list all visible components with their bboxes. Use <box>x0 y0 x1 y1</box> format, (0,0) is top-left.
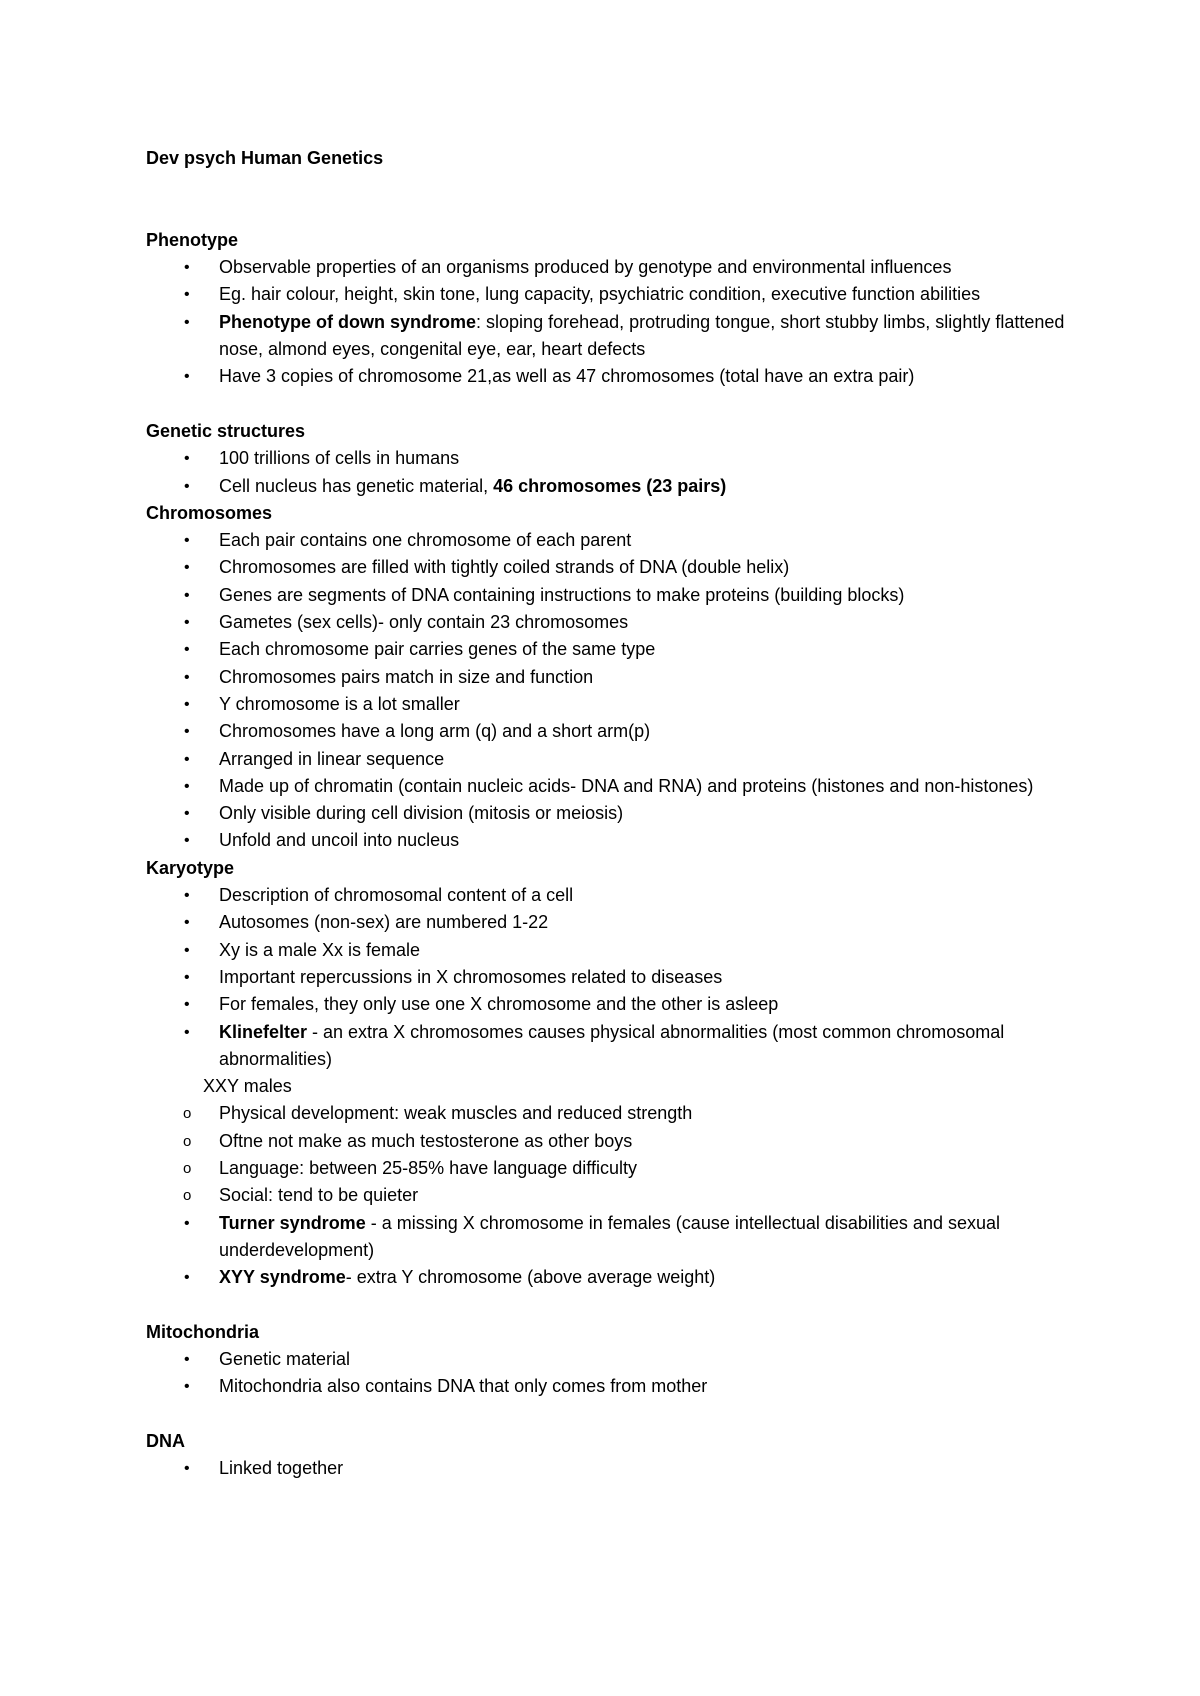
document-page <box>146 145 1076 1483</box>
genetic-structures-list <box>146 445 1076 500</box>
section-heading-genetic-structures: Genetic structures <box>146 420 306 441</box>
list-item: • Autosomes (non-sex) are numbered 1-22 <box>146 909 1076 936</box>
sub-list-item: o Oftne not make as much testosterone as other boys <box>146 1128 1076 1155</box>
list-item: • Chromosomes are filled with tightly coiled strands of DNA (double helix) <box>146 554 1076 581</box>
list-item: • Have 3 copies of chromosome 21,as well as 47 chromosomes (total have an extra pair) <box>146 363 1076 390</box>
list-item: • Xy is a male Xx is female <box>146 937 1076 964</box>
bullet-icon: • <box>184 477 190 495</box>
list-item: • Genetic material <box>146 1346 1076 1373</box>
bullet-icon: • <box>184 914 190 932</box>
list-item: • Klinefelter - an extra X chromosomes causes physical abnormalities (most common chromosomal abnormalities) <box>146 1019 1076 1074</box>
bullet-icon: • <box>184 695 190 713</box>
list-item: • Mitochondria also contains DNA that only comes from mother <box>146 1373 1076 1400</box>
circle-bullet-icon: o <box>183 1187 192 1205</box>
chromosomes-list <box>146 527 1076 855</box>
bullet-icon: • <box>184 1378 190 1396</box>
section-heading-karyotype: Karyotype <box>146 857 235 878</box>
bullet-icon: • <box>184 586 190 604</box>
bullet-icon: • <box>184 1214 190 1232</box>
bullet-icon: • <box>184 941 190 959</box>
bullet-icon: • <box>184 668 190 686</box>
spacer <box>146 1291 1076 1318</box>
bullet-icon: • <box>184 968 190 986</box>
spacer <box>146 391 1076 418</box>
term-turner-syndrome: Turner syndrome <box>219 1212 366 1233</box>
term-klinefelter: Klinefelter <box>219 1021 308 1042</box>
term-down-syndrome: Phenotype of down syndrome <box>219 311 477 332</box>
dna-list <box>146 1455 1076 1482</box>
document-title: Dev psych Human Genetics <box>146 148 384 168</box>
bullet-icon: • <box>184 996 190 1014</box>
list-item: • Linked together <box>146 1455 1076 1482</box>
spacer <box>146 1401 1076 1428</box>
list-item: • Description of chromosomal content of a cell <box>146 882 1076 909</box>
bullet-icon: • <box>184 614 190 632</box>
bullet-icon: • <box>184 887 190 905</box>
bullet-icon: • <box>184 641 190 659</box>
bullet-icon: • <box>184 832 190 850</box>
circle-bullet-icon: o <box>183 1159 192 1177</box>
circle-bullet-icon: o <box>183 1105 192 1123</box>
phenotype-list <box>146 254 1076 390</box>
bullet-icon: • <box>184 750 190 768</box>
bullet-icon: • <box>184 723 190 741</box>
bullet-icon: • <box>184 368 190 386</box>
bullet-icon: • <box>184 1351 190 1369</box>
term-46-chromosomes: 46 chromosomes (23 pairs) <box>493 475 727 496</box>
list-item: • Gametes (sex cells)- only contain 23 chromosomes <box>146 609 1076 636</box>
bullet-icon: • <box>184 559 190 577</box>
list-item: • Each pair contains one chromosome of each parent <box>146 527 1076 554</box>
note-line: XXY males <box>203 1076 292 1097</box>
circle-bullet-icon: o <box>183 1132 192 1150</box>
list-item: • Only visible during cell division (mitosis or meiosis) <box>146 800 1076 827</box>
list-item: • Observable properties of an organisms produced by genotype and environmental influences <box>146 254 1076 281</box>
bullet-icon: • <box>184 805 190 823</box>
list-item: • Cell nucleus has genetic material, 46 chromosomes (23 pairs) <box>146 473 1076 500</box>
list-item: • Phenotype of down syndrome: sloping forehead, protruding tongue, short stubby limbs, slightly flattened nose, almond eyes, congenital eye, ear, heart defects <box>146 309 1076 364</box>
list-item: • Turner syndrome - a missing X chromosome in females (cause intellectual disabilities and sexual underdevelopment) <box>146 1210 1076 1265</box>
list-item: • Chromosomes pairs match in size and function <box>146 664 1076 691</box>
list-item: • Each chromosome pair carries genes of the same type <box>146 636 1076 663</box>
list-item: • Made up of chromatin (contain nucleic acids- DNA and RNA) and proteins (histones and non-histones) <box>146 773 1076 800</box>
karyotype-list <box>146 882 1076 1291</box>
list-item: • 100 trillions of cells in humans <box>146 445 1076 472</box>
list-item: • Unfold and uncoil into nucleus <box>146 827 1076 854</box>
spacer <box>146 172 1076 199</box>
section-heading-dna: DNA <box>146 1430 185 1451</box>
list-item: • XYY syndrome- extra Y chromosome (above average weight) <box>146 1264 1076 1291</box>
spacer <box>146 200 1076 227</box>
list-item: • Genes are segments of DNA containing instructions to make proteins (building blocks) <box>146 582 1076 609</box>
section-heading-chromosomes: Chromosomes <box>146 502 273 523</box>
section-heading-mitochondria: Mitochondria <box>146 1321 259 1342</box>
sub-list-item: o Physical development: weak muscles and reduced strength <box>146 1100 1076 1127</box>
list-item: • Arranged in linear sequence <box>146 746 1076 773</box>
bullet-icon: • <box>184 532 190 550</box>
bullet-icon: • <box>184 450 190 468</box>
sub-list-item: o Social: tend to be quieter <box>146 1182 1076 1209</box>
list-item: • Important repercussions in X chromosomes related to diseases <box>146 964 1076 991</box>
bullet-icon: • <box>184 777 190 795</box>
list-item: • Y chromosome is a lot smaller <box>146 691 1076 718</box>
list-item: • Chromosomes have a long arm (q) and a short arm(p) <box>146 718 1076 745</box>
mitochondria-list <box>146 1346 1076 1401</box>
list-item: • Eg. hair colour, height, skin tone, lung capacity, psychiatric condition, executive function abilities <box>146 281 1076 308</box>
bullet-icon: • <box>184 1023 190 1041</box>
bullet-icon: • <box>184 313 190 331</box>
list-item: • For females, they only use one X chromosome and the other is asleep <box>146 991 1076 1018</box>
bullet-icon: • <box>184 1460 190 1478</box>
bullet-icon: • <box>184 259 190 277</box>
term-xyy-syndrome: XYY syndrome <box>219 1267 346 1288</box>
bullet-icon: • <box>184 286 190 304</box>
sub-list-item: o Language: between 25-85% have language difficulty <box>146 1155 1076 1182</box>
section-heading-phenotype: Phenotype <box>146 229 239 250</box>
bullet-icon: • <box>184 1269 190 1287</box>
